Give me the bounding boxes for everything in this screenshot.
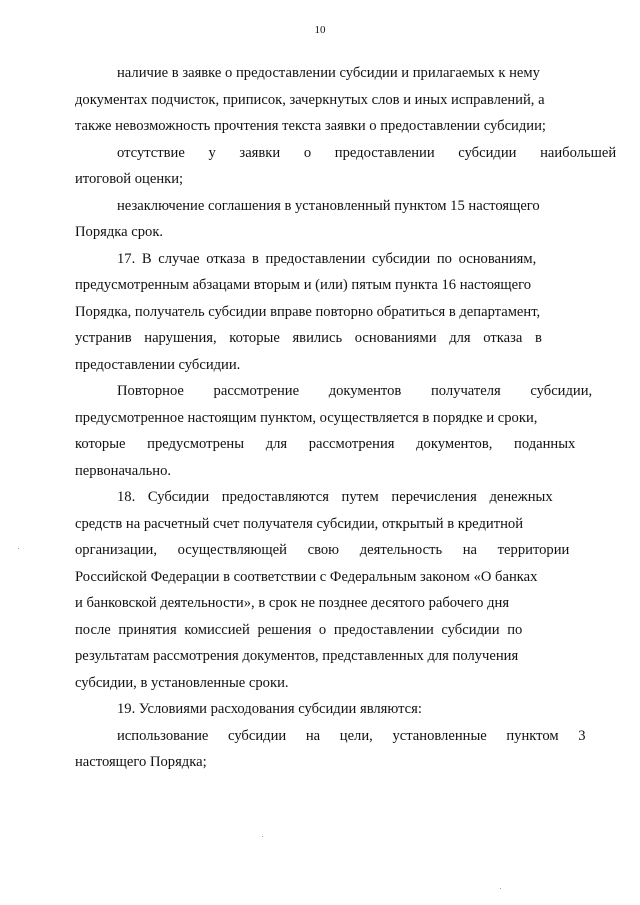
text-line: Российской Федерации в соответствии с Федеральным законом «О банках — [75, 568, 538, 585]
scan-speck — [262, 836, 263, 837]
text-line: организации, осуществляющей свою деятельность на территории — [75, 542, 570, 558]
scan-speck — [18, 548, 19, 549]
text-line: отсутствие у заявки о предоставлении субсидии наибольшей — [117, 144, 617, 161]
text-line: Порядка, получатель субсидии вправе повторно обратиться в департамент, — [75, 303, 541, 320]
scan-speck — [500, 888, 501, 889]
text-line: предусмотренным абзацами вторым и (или) пятым пункта 16 настоящего — [75, 277, 532, 293]
paragraph-no-agreement — [75, 193, 567, 246]
text-line: незаключение соглашения в установленный пунктом 15 настоящего — [117, 197, 540, 214]
text-line: Повторное рассмотрение документов получателя субсидии, — [117, 383, 593, 399]
text-line: Порядка срок. — [75, 224, 164, 240]
text-line: 19. Условиями расходования субсидии являются: — [117, 701, 422, 717]
text-line: первоначально. — [75, 462, 172, 479]
document-body — [75, 60, 617, 776]
text-line: документах подчисток, приписок, зачеркнутых слов и иных исправлений, а — [75, 91, 545, 108]
paragraph-application-defects — [75, 60, 567, 140]
text-line: также невозможность прочтения текста заявки о предоставлении субсидии; — [75, 118, 546, 134]
text-line: настоящего Порядка; — [75, 754, 207, 770]
text-line: устранив нарушения, которые явились основаниями для отказа в — [75, 330, 542, 346]
paragraph-item-18 — [75, 484, 570, 696]
text-line: результатам рассмотрения документов, представленных для получения — [75, 648, 519, 664]
text-line: 17. В случае отказа в предоставлении субсидии по основаниям, — [117, 250, 537, 267]
text-line: итоговой оценки; — [75, 171, 184, 187]
text-line: средств на расчетный счет получателя субсидии, открытый в кредитной — [75, 515, 524, 532]
text-line: предоставлении субсидии. — [75, 356, 241, 373]
paragraph-item-17 — [75, 246, 567, 379]
text-line: после принятия комиссией решения о предоставлении субсидии по — [75, 621, 523, 638]
text-line: и банковской деятельности», в срок не позднее десятого рабочего дня — [75, 595, 510, 611]
text-line: использование субсидии на цели, установленные пунктом 3 — [117, 727, 586, 744]
text-line: наличие в заявке о предоставлении субсидии и прилагаемых к нему — [117, 65, 540, 81]
text-line: предусмотренное настоящим пунктом, осуществляется в порядке и сроки, — [75, 409, 538, 426]
paragraph-no-top-score — [75, 140, 617, 193]
paragraph-repeat-review — [75, 378, 593, 484]
paragraph-usage-condition — [75, 723, 586, 776]
text-line: 18. Субсидии предоставляются путем перечисления денежных — [117, 489, 553, 505]
page-number: 10 — [314, 24, 326, 36]
text-line: которые предусмотрены для рассмотрения документов, поданных — [75, 436, 576, 452]
text-line: субсидии, в установленные сроки. — [75, 674, 289, 691]
paragraph-item-19 — [75, 696, 567, 723]
